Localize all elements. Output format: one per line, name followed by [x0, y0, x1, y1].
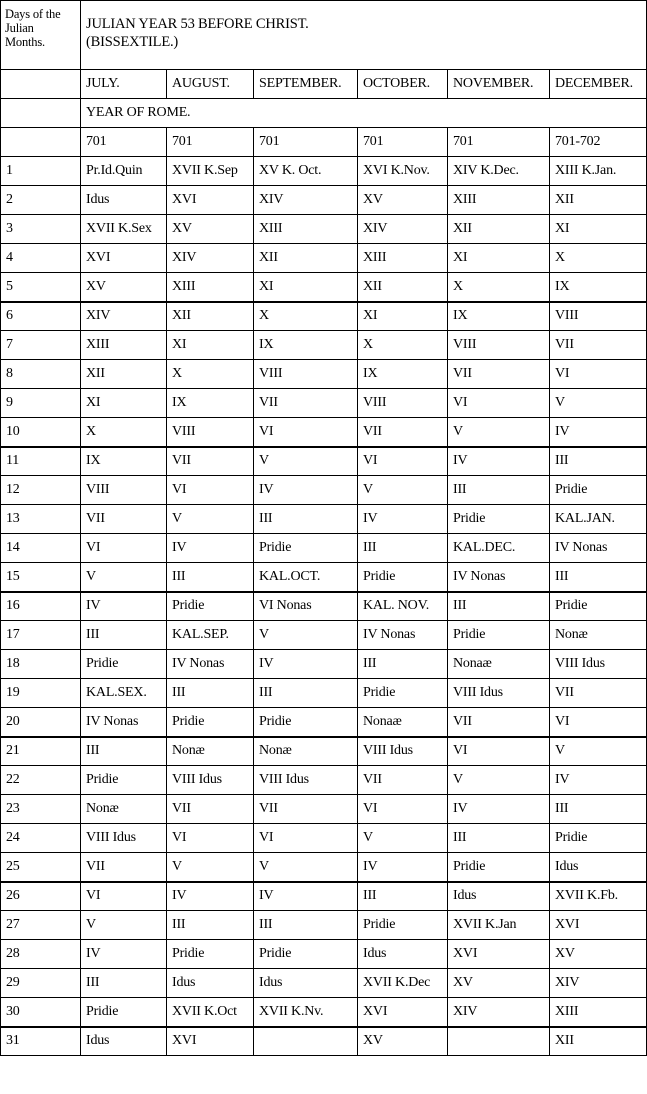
table-row — [1, 389, 647, 418]
date-cell: VI — [550, 708, 647, 737]
date-cell: IV Nonas — [81, 708, 167, 737]
table-row — [1, 621, 647, 650]
date-cell: IV — [358, 853, 448, 882]
table-row — [1, 331, 647, 360]
year-cell: 701 — [448, 128, 550, 157]
table-row — [1, 418, 647, 447]
date-cell: Nonaæ — [358, 708, 448, 737]
date-cell: XVII K.Dec — [358, 969, 448, 998]
day-number-cell: 18 — [1, 650, 81, 679]
date-cell: Pridie — [254, 940, 358, 969]
date-cell: XII — [254, 244, 358, 273]
date-cell: VIII Idus — [167, 766, 254, 795]
year-of-rome-row — [1, 99, 647, 128]
date-cell: VI — [81, 534, 167, 563]
date-cell: VI — [167, 824, 254, 853]
date-cell: IX — [448, 302, 550, 331]
empty-cell — [1, 70, 81, 99]
date-cell: XI — [358, 302, 448, 331]
date-cell: III — [81, 969, 167, 998]
date-cell: IV — [550, 766, 647, 795]
date-cell: VII — [254, 389, 358, 418]
date-cell: Pridie — [81, 766, 167, 795]
year-cell: 701 — [358, 128, 448, 157]
table-row — [1, 534, 647, 563]
date-cell: Nonaæ — [448, 650, 550, 679]
month-header: OCTOBER. — [358, 70, 448, 99]
date-cell: X — [81, 418, 167, 447]
month-header: DECEMBER. — [550, 70, 647, 99]
date-cell: III — [448, 476, 550, 505]
date-cell: Nonæ — [550, 621, 647, 650]
date-cell: V — [81, 563, 167, 592]
date-cell: VIII — [81, 476, 167, 505]
table-row — [1, 853, 647, 882]
day-number-cell: 15 — [1, 563, 81, 592]
date-cell: VIII Idus — [448, 679, 550, 708]
date-cell: KAL.OCT. — [254, 563, 358, 592]
date-cell: XI — [254, 273, 358, 302]
table-row — [1, 244, 647, 273]
date-cell: XVI — [550, 911, 647, 940]
date-cell: IX — [550, 273, 647, 302]
date-cell: Pridie — [254, 534, 358, 563]
date-cell: III — [550, 447, 647, 476]
day-number-cell: 19 — [1, 679, 81, 708]
date-cell: Idus — [550, 853, 647, 882]
date-cell: V — [254, 853, 358, 882]
date-cell: IV — [81, 592, 167, 621]
day-number-cell: 2 — [1, 186, 81, 215]
date-cell: XI — [550, 215, 647, 244]
date-cell: III — [81, 737, 167, 766]
date-cell: Pridie — [448, 505, 550, 534]
date-cell: XVII K.Jan — [448, 911, 550, 940]
table-row — [1, 969, 647, 998]
date-cell: IV — [254, 650, 358, 679]
date-cell: VII — [167, 795, 254, 824]
date-cell: Pr.Id.Quin — [81, 157, 167, 186]
table-row — [1, 940, 647, 969]
date-cell: IV Nonas — [448, 563, 550, 592]
table-row — [1, 157, 647, 186]
date-cell: V — [358, 824, 448, 853]
date-cell: IV — [358, 505, 448, 534]
date-cell: IV — [448, 447, 550, 476]
date-cell: XV — [358, 1027, 448, 1056]
date-cell: III — [167, 679, 254, 708]
table-row — [1, 650, 647, 679]
date-cell: Idus — [358, 940, 448, 969]
date-cell: XIII — [550, 998, 647, 1027]
day-number-cell: 29 — [1, 969, 81, 998]
date-cell: VIII — [550, 302, 647, 331]
date-cell: Pridie — [81, 998, 167, 1027]
date-cell: XIII — [254, 215, 358, 244]
date-cell: XIV — [358, 215, 448, 244]
date-cell: VIII Idus — [358, 737, 448, 766]
date-cell: VI — [81, 882, 167, 911]
date-cell: XVI — [167, 1027, 254, 1056]
date-cell: Pridie — [81, 650, 167, 679]
day-number-cell: 10 — [1, 418, 81, 447]
year-of-rome-label: YEAR OF ROME. — [81, 99, 647, 128]
date-cell: XV — [167, 215, 254, 244]
date-cell: III — [81, 621, 167, 650]
date-cell: V — [167, 853, 254, 882]
date-cell: XII — [167, 302, 254, 331]
date-cell: IV — [167, 534, 254, 563]
date-cell: KAL. NOV. — [358, 592, 448, 621]
date-cell: XIII — [81, 331, 167, 360]
date-cell: XVI — [358, 998, 448, 1027]
date-cell: XVII K.Oct — [167, 998, 254, 1027]
date-cell: XIV — [167, 244, 254, 273]
month-header: AUGUST. — [167, 70, 254, 99]
date-cell: XIV — [81, 302, 167, 331]
date-cell: III — [167, 563, 254, 592]
date-cell: VII — [254, 795, 358, 824]
date-cell: XII — [448, 215, 550, 244]
date-cell: XII — [358, 273, 448, 302]
date-cell: III — [358, 882, 448, 911]
date-cell: VII — [81, 853, 167, 882]
table-row — [1, 824, 647, 853]
date-cell: XIII — [448, 186, 550, 215]
date-cell: Pridie — [254, 708, 358, 737]
date-cell: XII — [550, 1027, 647, 1056]
date-cell: V — [550, 389, 647, 418]
date-cell: XV — [81, 273, 167, 302]
day-number-cell: 5 — [1, 273, 81, 302]
date-cell: X — [448, 273, 550, 302]
date-cell: KAL.SEP. — [167, 621, 254, 650]
julian-year-title — [81, 1, 647, 70]
date-cell: VII — [448, 708, 550, 737]
day-number-cell: 9 — [1, 389, 81, 418]
table-row — [1, 737, 647, 766]
date-cell: VIII Idus — [81, 824, 167, 853]
month-header: SEPTEMBER. — [254, 70, 358, 99]
date-cell: X — [167, 360, 254, 389]
date-cell: VI — [254, 824, 358, 853]
days-of-julian-months-header — [1, 1, 81, 70]
title-line-2: (BISSEXTILE.) — [86, 34, 179, 50]
day-number-cell: 3 — [1, 215, 81, 244]
date-cell: KAL.JAN. — [550, 505, 647, 534]
date-cell — [448, 1027, 550, 1056]
day-number-cell: 25 — [1, 853, 81, 882]
date-cell: IV Nonas — [167, 650, 254, 679]
date-cell: XIV — [254, 186, 358, 215]
date-cell: XV K. Oct. — [254, 157, 358, 186]
months-row — [1, 70, 647, 99]
table-row — [1, 882, 647, 911]
day-number-cell: 23 — [1, 795, 81, 824]
date-cell: IV — [254, 476, 358, 505]
date-cell: VII — [81, 505, 167, 534]
empty-cell — [1, 128, 81, 157]
day-number-cell: 26 — [1, 882, 81, 911]
date-cell: X — [358, 331, 448, 360]
date-cell: Nonæ — [167, 737, 254, 766]
day-number-cell: 20 — [1, 708, 81, 737]
date-cell: XII — [81, 360, 167, 389]
day-number-cell: 24 — [1, 824, 81, 853]
day-number-cell: 1 — [1, 157, 81, 186]
date-cell: III — [358, 650, 448, 679]
table-row — [1, 911, 647, 940]
years-row — [1, 128, 647, 157]
date-cell: Pridie — [550, 592, 647, 621]
date-cell: VIII — [254, 360, 358, 389]
date-cell: III — [448, 824, 550, 853]
date-cell: VI — [358, 447, 448, 476]
date-cell: XI — [167, 331, 254, 360]
date-cell: XVII K.Sex — [81, 215, 167, 244]
table-row — [1, 679, 647, 708]
date-cell: Nonæ — [81, 795, 167, 824]
date-cell: VI — [358, 795, 448, 824]
date-cell: XIII — [358, 244, 448, 273]
date-cell: IV — [550, 418, 647, 447]
date-cell: XVI — [167, 186, 254, 215]
table-row — [1, 273, 647, 302]
date-cell: IV — [254, 882, 358, 911]
date-cell: VII — [358, 766, 448, 795]
year-cell: 701 — [81, 128, 167, 157]
date-cell: VII — [550, 679, 647, 708]
date-cell: Pridie — [167, 708, 254, 737]
table-row — [1, 1027, 647, 1056]
date-cell: IX — [167, 389, 254, 418]
date-cell: VI — [448, 389, 550, 418]
date-cell: Pridie — [358, 563, 448, 592]
date-cell: III — [358, 534, 448, 563]
date-cell: VII — [550, 331, 647, 360]
date-cell: KAL.DEC. — [448, 534, 550, 563]
date-cell: X — [254, 302, 358, 331]
date-cell: Pridie — [167, 592, 254, 621]
date-cell: Idus — [167, 969, 254, 998]
day-number-cell: 6 — [1, 302, 81, 331]
day-number-cell: 14 — [1, 534, 81, 563]
date-cell: VII — [358, 418, 448, 447]
day-number-cell: 30 — [1, 998, 81, 1027]
date-cell: XI — [81, 389, 167, 418]
corner-line: Julian — [5, 21, 34, 35]
date-cell: Pridie — [550, 824, 647, 853]
date-cell: VI — [448, 737, 550, 766]
date-cell: V — [254, 447, 358, 476]
date-cell: Pridie — [358, 679, 448, 708]
date-cell: XVI — [81, 244, 167, 273]
date-cell: V — [448, 766, 550, 795]
date-cell: VI Nonas — [254, 592, 358, 621]
corner-line: Months. — [5, 35, 45, 49]
date-cell: XVI — [448, 940, 550, 969]
date-cell: VIII Idus — [550, 650, 647, 679]
date-cell: III — [254, 911, 358, 940]
date-cell: IV — [448, 795, 550, 824]
day-number-cell: 8 — [1, 360, 81, 389]
table-row — [1, 708, 647, 737]
date-cell: V — [81, 911, 167, 940]
date-cell: XVI K.Nov. — [358, 157, 448, 186]
date-cell: VIII — [358, 389, 448, 418]
date-cell: Pridie — [448, 853, 550, 882]
date-cell: XVII K.Fb. — [550, 882, 647, 911]
date-cell: XVII K.Nv. — [254, 998, 358, 1027]
date-cell: Pridie — [358, 911, 448, 940]
date-cell: Nonæ — [254, 737, 358, 766]
date-cell: XV — [550, 940, 647, 969]
day-number-cell: 31 — [1, 1027, 81, 1056]
date-cell: VIII Idus — [254, 766, 358, 795]
date-cell: IX — [254, 331, 358, 360]
date-cell: Pridie — [167, 940, 254, 969]
month-header: JULY. — [81, 70, 167, 99]
date-cell: IX — [358, 360, 448, 389]
date-cell: IV Nonas — [358, 621, 448, 650]
table-row — [1, 186, 647, 215]
date-cell: III — [550, 795, 647, 824]
date-cell: V — [448, 418, 550, 447]
date-cell: XVII K.Sep — [167, 157, 254, 186]
table-row — [1, 505, 647, 534]
day-number-cell: 13 — [1, 505, 81, 534]
month-header: NOVEMBER. — [448, 70, 550, 99]
date-cell: XIV K.Dec. — [448, 157, 550, 186]
day-number-cell: 17 — [1, 621, 81, 650]
table-row — [1, 766, 647, 795]
day-number-cell: 27 — [1, 911, 81, 940]
date-cell: XIV — [550, 969, 647, 998]
corner-line: Days of the — [5, 7, 61, 21]
date-cell: X — [550, 244, 647, 273]
date-cell: XIII — [167, 273, 254, 302]
date-cell: VIII — [167, 418, 254, 447]
date-cell: XIV — [448, 998, 550, 1027]
date-cell: XV — [448, 969, 550, 998]
date-cell: Idus — [81, 1027, 167, 1056]
day-number-cell: 21 — [1, 737, 81, 766]
date-cell: Idus — [81, 186, 167, 215]
table-row — [1, 998, 647, 1027]
date-cell: Pridie — [550, 476, 647, 505]
date-cell: VII — [167, 447, 254, 476]
table-row — [1, 476, 647, 505]
title-line-1: JULIAN YEAR 53 BEFORE CHRIST. — [86, 16, 309, 32]
date-cell: VI — [167, 476, 254, 505]
date-cell: Idus — [254, 969, 358, 998]
day-number-cell: 22 — [1, 766, 81, 795]
day-number-cell: 7 — [1, 331, 81, 360]
empty-cell — [1, 99, 81, 128]
table-row — [1, 447, 647, 476]
date-cell: XI — [448, 244, 550, 273]
day-number-cell: 12 — [1, 476, 81, 505]
table-row — [1, 215, 647, 244]
year-cell: 701 — [167, 128, 254, 157]
date-cell: III — [550, 563, 647, 592]
table-row — [1, 302, 647, 331]
table-row — [1, 795, 647, 824]
date-cell: XV — [358, 186, 448, 215]
date-cell: VII — [448, 360, 550, 389]
day-number-cell: 4 — [1, 244, 81, 273]
year-cell: 701-702 — [550, 128, 647, 157]
date-cell — [254, 1027, 358, 1056]
date-cell: KAL.SEX. — [81, 679, 167, 708]
date-cell: IX — [81, 447, 167, 476]
date-cell: VIII — [448, 331, 550, 360]
date-cell: III — [254, 679, 358, 708]
date-cell: III — [448, 592, 550, 621]
date-cell: III — [167, 911, 254, 940]
date-cell: V — [550, 737, 647, 766]
table-row — [1, 592, 647, 621]
date-cell: III — [254, 505, 358, 534]
date-cell: IV Nonas — [550, 534, 647, 563]
day-number-cell: 11 — [1, 447, 81, 476]
date-cell: V — [358, 476, 448, 505]
year-cell: 701 — [254, 128, 358, 157]
date-cell: IV — [167, 882, 254, 911]
date-cell: Pridie — [448, 621, 550, 650]
date-cell: XII — [550, 186, 647, 215]
date-cell: VI — [254, 418, 358, 447]
date-cell: VI — [550, 360, 647, 389]
day-number-cell: 16 — [1, 592, 81, 621]
date-cell: V — [254, 621, 358, 650]
title-row — [1, 1, 647, 70]
table-row — [1, 360, 647, 389]
date-cell: XIII K.Jan. — [550, 157, 647, 186]
table-row — [1, 563, 647, 592]
date-cell: V — [167, 505, 254, 534]
date-cell: IV — [81, 940, 167, 969]
day-number-cell: 28 — [1, 940, 81, 969]
date-cell: Idus — [448, 882, 550, 911]
